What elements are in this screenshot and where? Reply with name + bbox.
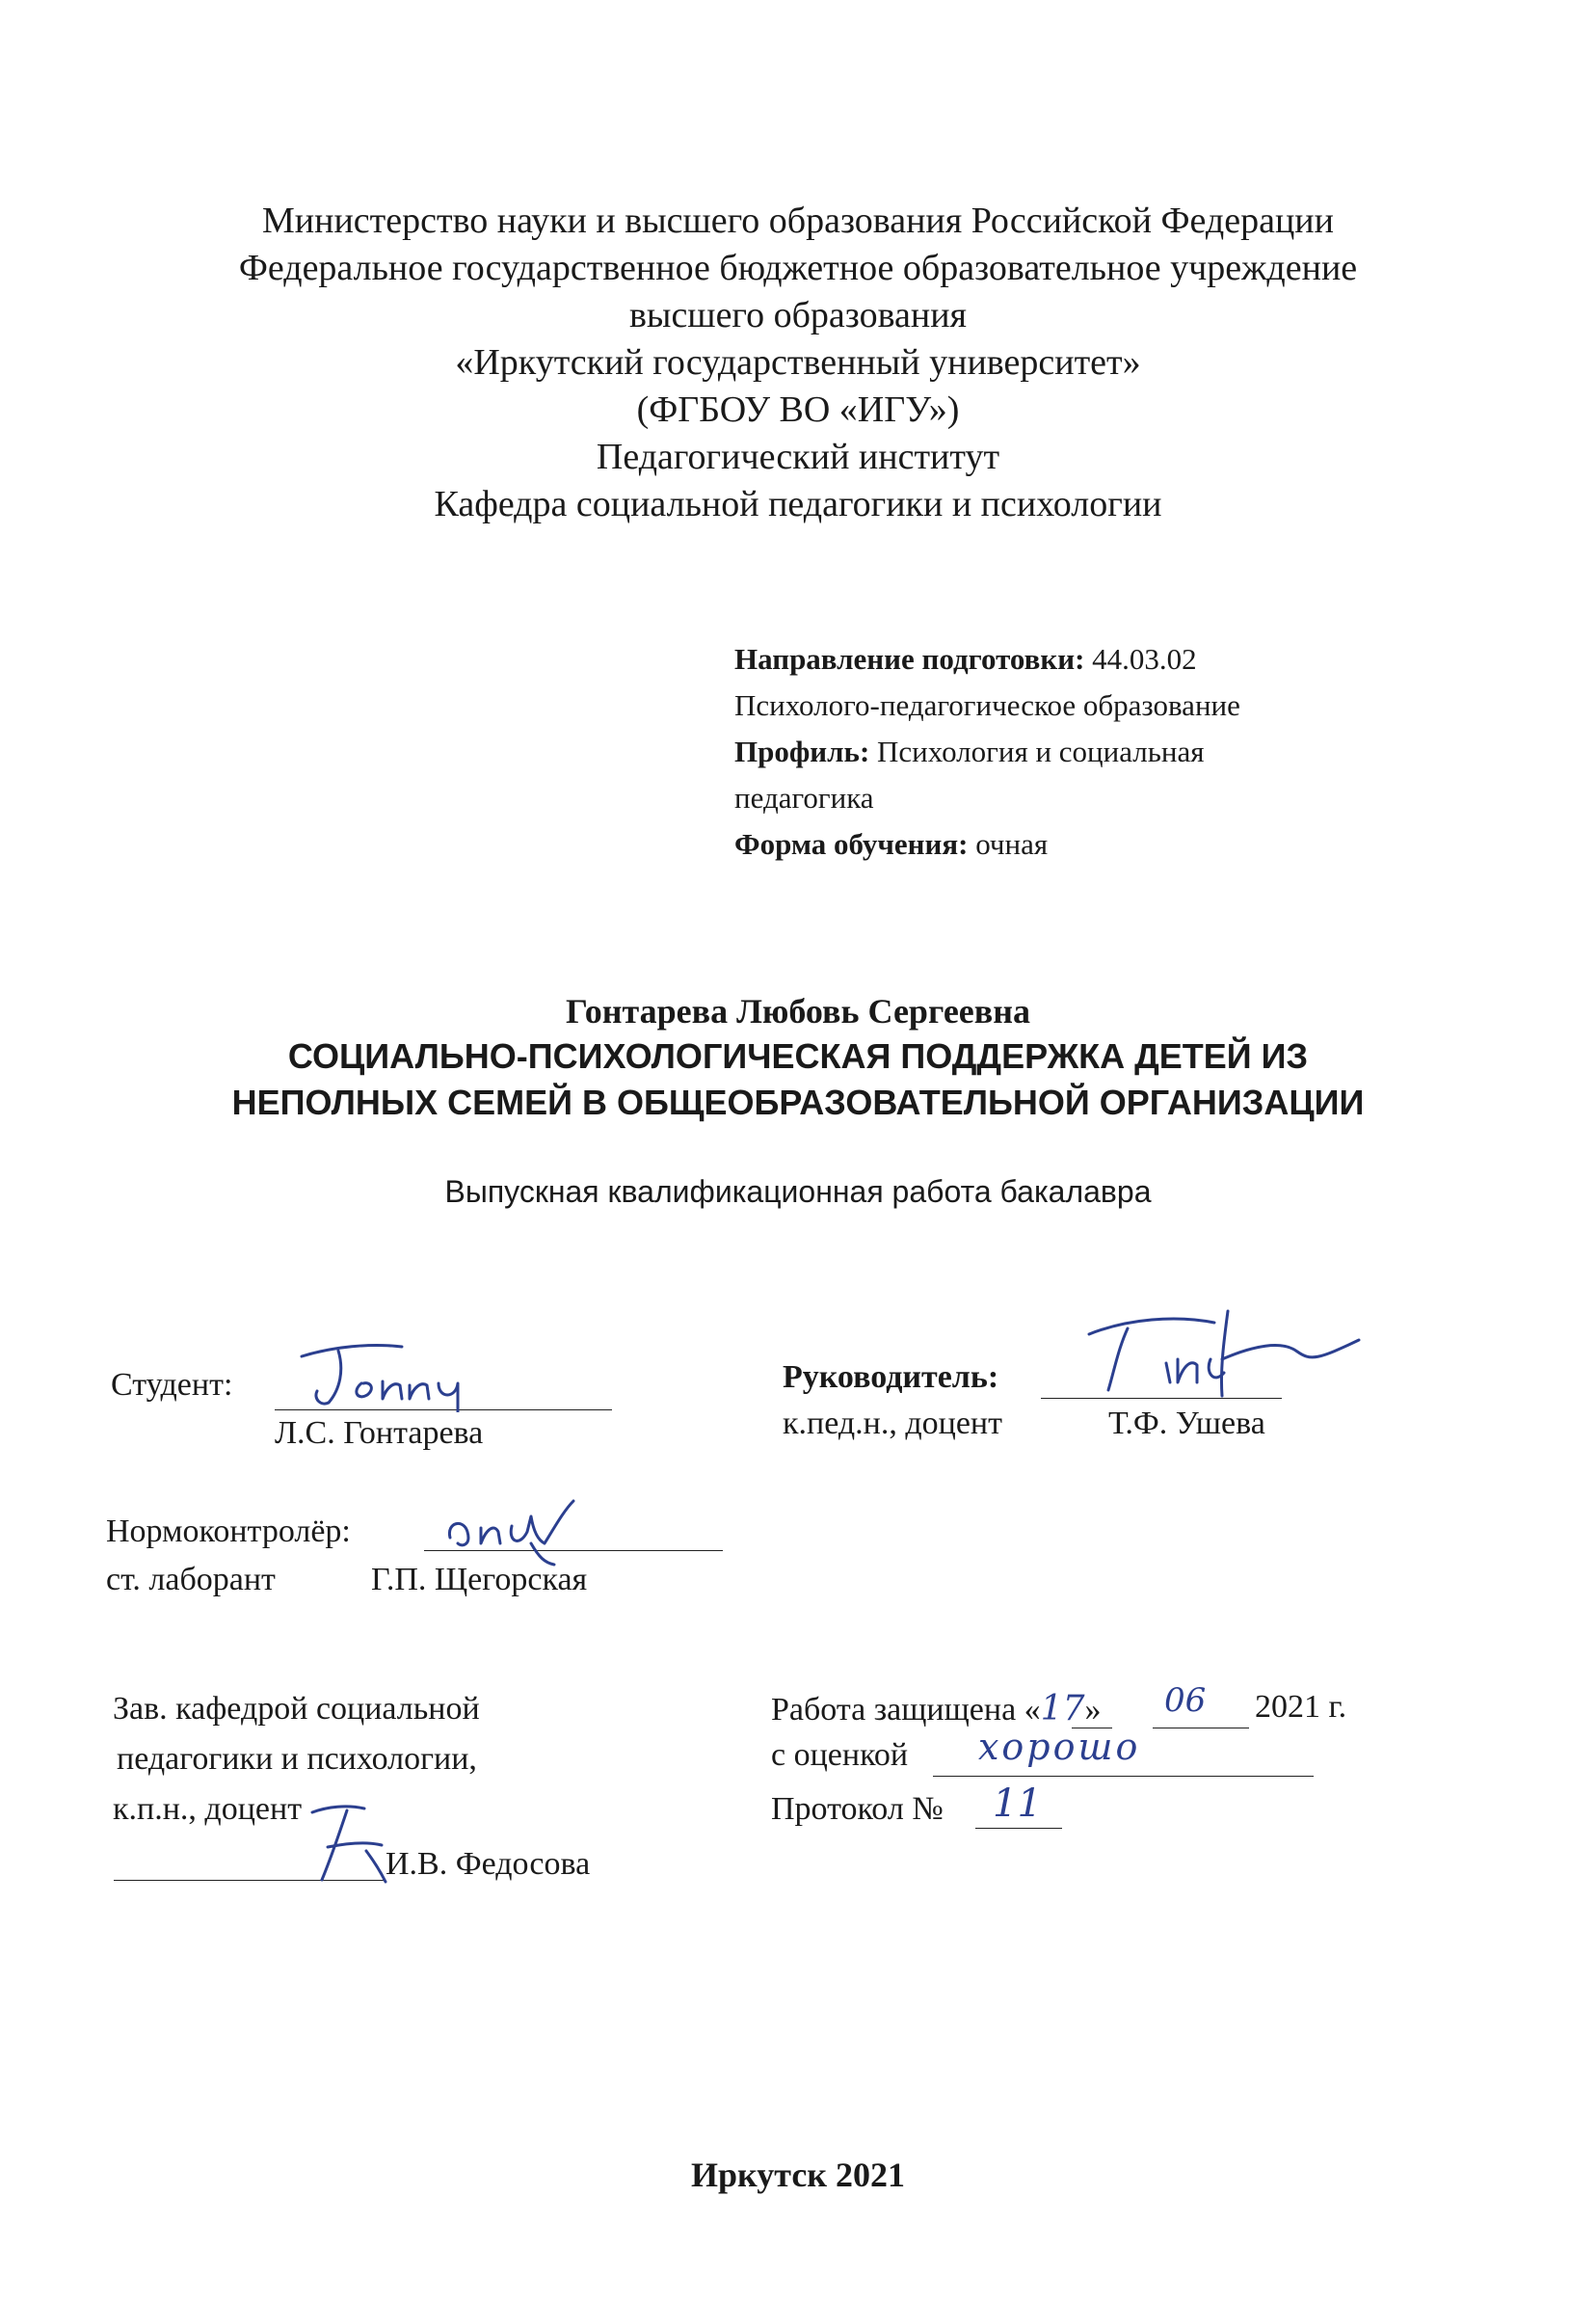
normcontrol-label: Нормоконтролёр: (106, 1514, 351, 1549)
city-year: Иркутск 2021 (690, 2156, 906, 2194)
head-signature (289, 1795, 395, 1891)
profile-label: Профиль: (734, 735, 870, 768)
direction-name: Психолого-педагогическое образование (734, 688, 1240, 722)
supervisor-degree: к.пед.н., доцент (783, 1406, 1002, 1441)
normcontrol-position: ст. лаборант (106, 1562, 276, 1597)
direction-code: 44.03.02 (1092, 642, 1197, 676)
author-name: Гонтарева Любовь Сергеевна (566, 992, 1030, 1031)
education-level-line: высшего образования (628, 295, 968, 335)
head-degree: к.п.н., доцент (113, 1791, 303, 1827)
head-title-line-1: Зав. кафедрой социальной (113, 1691, 480, 1727)
institution-type-line: Федеральное государственное бюджетное образовательное учреждение (238, 248, 1358, 288)
profile-value-continued: педагогика (734, 781, 874, 815)
supervisor-name: Т.Ф. Ушева (1108, 1406, 1265, 1441)
student-name: Л.С. Гонтарева (275, 1415, 484, 1451)
defense-day: 17 (1040, 1689, 1085, 1728)
defense-prefix: Работа защищена « (771, 1692, 1041, 1728)
defense-quote-close: » (1084, 1692, 1102, 1728)
student-signature (294, 1335, 477, 1412)
thesis-title-line-2: НЕПОЛНЫХ СЕМЕЙ В ОБЩЕОБРАЗОВАТЕЛЬНОЙ ОРГАНИЗАЦИИ (231, 1083, 1365, 1122)
protocol-label: Протокол № (771, 1791, 944, 1827)
defense-year: 2021 г. (1255, 1689, 1347, 1725)
institution-header (0, 198, 1596, 528)
head-name: И.В. Федосова (386, 1846, 591, 1882)
study-form-label: Форма обучения: (734, 827, 969, 861)
protocol-line (975, 1828, 1062, 1829)
study-program-block (734, 636, 1351, 868)
defense-month: 06 (1164, 1681, 1207, 1720)
supervisor-label: Руководитель: (783, 1359, 999, 1395)
work-type: Выпускная квалификационная работа бакалавра (444, 1174, 1152, 1209)
supervisor-signature (1070, 1301, 1378, 1407)
profile-value: Психология и социальная (877, 735, 1205, 768)
department-line: Кафедра социальной педагогики и психологии (434, 484, 1162, 524)
head-title-line-2: педагогики и психологии, (117, 1741, 477, 1777)
institute-line: Педагогический институт (596, 437, 1000, 477)
university-abbr-line: (ФГБОУ ВО «ИГУ») (636, 389, 960, 430)
protocol-number: 11 (993, 1782, 1042, 1826)
ministry-line: Министерство науки и высшего образования Российской Федерации (262, 201, 1334, 241)
grade-value: хорошо (978, 1726, 1141, 1768)
direction-label: Направление подготовки: (734, 642, 1085, 676)
student-label: Студент: (111, 1367, 233, 1403)
thesis-title (0, 1033, 1596, 1126)
grade-line (933, 1776, 1314, 1777)
normcontrol-name: Г.П. Щегорская (371, 1562, 588, 1597)
university-name-line: «Иркутский государственный университет» (455, 342, 1141, 383)
normcontrol-signature (439, 1489, 631, 1567)
study-form-value: очная (975, 827, 1049, 861)
thesis-title-line-1: СОЦИАЛЬНО-ПСИХОЛОГИЧЕСКАЯ ПОДДЕРЖКА ДЕТЕЙ ИЗ (287, 1036, 1309, 1076)
grade-label: с оценкой (771, 1737, 909, 1773)
defense-label (771, 1689, 1101, 1728)
